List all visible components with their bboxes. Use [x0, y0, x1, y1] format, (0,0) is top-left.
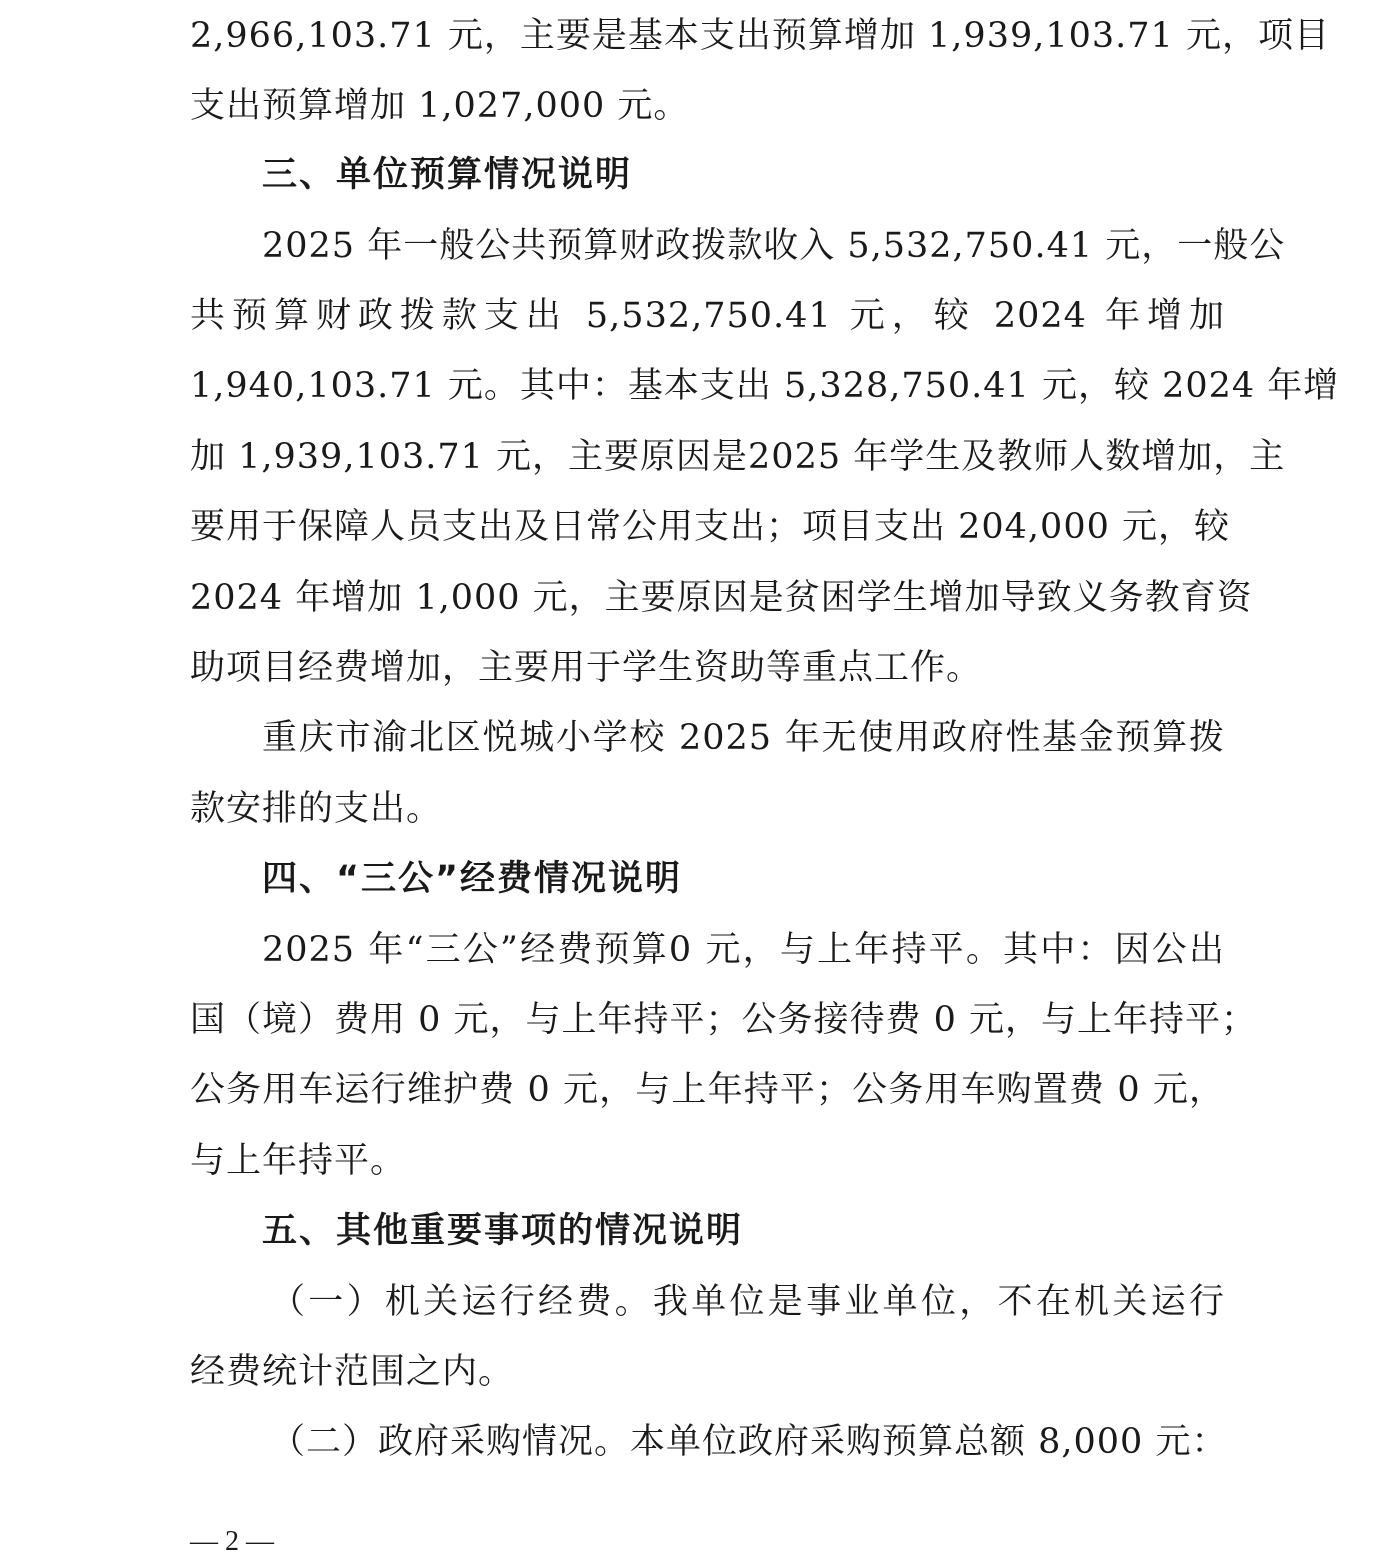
section-heading-4: 四、“三公”经费情况说明: [262, 859, 683, 899]
paragraph-line: 1,940,103.71 元。其中：基本支出 5,328,750.41 元，较 2024 年增: [190, 366, 1340, 406]
paragraph-line: 2025 年“三公”经费预算0 元，与上年持平。其中：因公出: [262, 930, 1225, 970]
section-heading-5: 五、其他重要事项的情况说明: [262, 1211, 744, 1251]
page-number: — 2 —: [190, 1526, 274, 1557]
paragraph-line: （一）机关运行经费。我单位是事业单位，不在机关运行: [270, 1282, 1225, 1322]
paragraph-line: 助项目经费增加，主要用于学生资助等重点工作。: [190, 648, 983, 688]
paragraph-line: 加 1,939,103.71 元，主要原因是2025 年学生及教师人数增加，主: [190, 437, 1286, 477]
paragraph-line: （二）政府采购情况。本单位政府采购预算总额 8,000 元：: [270, 1422, 1228, 1462]
section-heading-3: 三、单位预算情况说明: [262, 155, 633, 195]
paragraph-line: 共预算财政拨款支出 5,532,750.41 元，较 2024 年增加: [190, 296, 1225, 336]
paragraph-line: 款安排的支出。: [190, 789, 443, 829]
paragraph-line: 2,966,103.71 元，主要是基本支出预算增加 1,939,103.71 元，项目: [190, 16, 1330, 56]
paragraph-line: 公务用车运行维护费 0 元，与上年持平；公务用车购置费 0 元，: [190, 1070, 1225, 1110]
paragraph-line: 2024 年增加 1,000 元，主要原因是贫困学生增加导致义务教育资: [190, 578, 1253, 618]
paragraph-line: 2025 年一般公共预算财政拨款收入 5,532,750.41 元，一般公: [262, 226, 1286, 266]
paragraph-line: 支出预算增加 1,027,000 元。: [190, 86, 690, 126]
paragraph-line: 国（境）费用 0 元，与上年持平；公务接待费 0 元，与上年持平；: [190, 1000, 1258, 1040]
paragraph-line: 重庆市渝北区悦城小学校 2025 年无使用政府性基金预算拨: [262, 718, 1225, 758]
paragraph-line: 经费统计范围之内。: [190, 1352, 515, 1392]
paragraph-line: 要用于保障人员支出及日常公用支出；项目支出 204,000 元，较: [190, 507, 1230, 547]
paragraph-line: 与上年持平。: [190, 1141, 407, 1181]
